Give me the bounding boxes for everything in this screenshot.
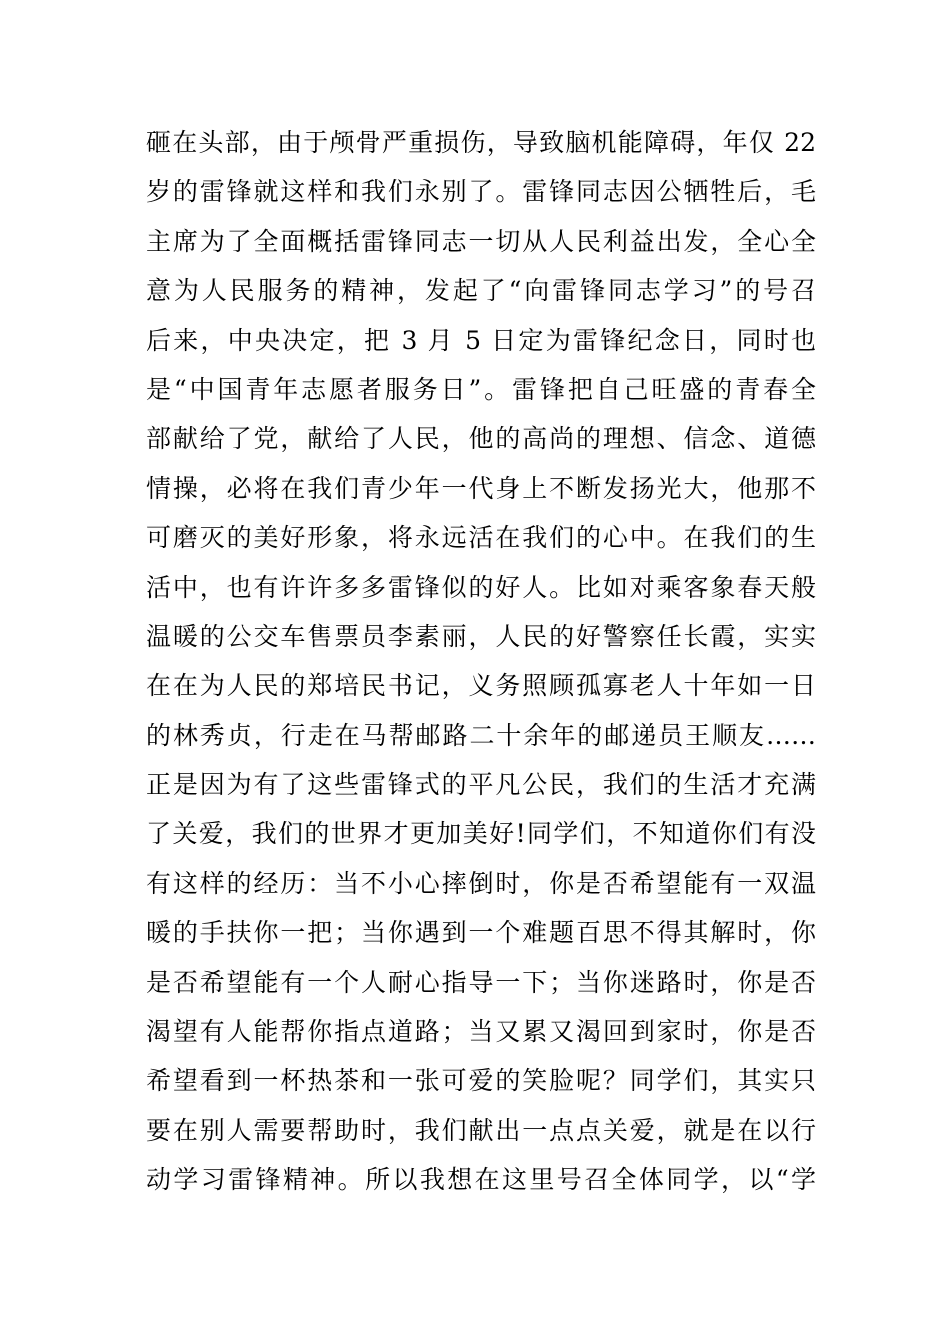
text-line: 可磨灭的美好形象，将永远活在我们的心中。在我们的生 bbox=[146, 523, 816, 553]
text-line: 暖的手扶你一把；当你遇到一个难题百思不得其解时，你 bbox=[146, 918, 816, 948]
body-text bbox=[146, 118, 816, 1205]
text-line: 动学习雷锋精神。所以我想在这里号召全体同学，以“学 bbox=[146, 1165, 816, 1195]
text-line: 渴望有人能帮你指点道路；当又累又渴回到家时，你是否 bbox=[146, 1017, 816, 1047]
text-line: 是“中国青年志愿者服务日”。雷锋把自己旺盛的青春全 bbox=[146, 374, 816, 404]
text-line: 正是因为有了这些雷锋式的平凡公民，我们的生活才充满 bbox=[146, 770, 816, 800]
text-line: 是否希望能有一个人耐心指导一下；当你迷路时，你是否 bbox=[146, 967, 816, 997]
text-line: 砸在头部，由于颅骨严重损伤，导致脑机能障碍，年仅 22 bbox=[146, 128, 816, 157]
text-line: 部献给了党，献给了人民，他的高尚的理想、信念、道德 bbox=[146, 424, 816, 454]
text-line: 情操，必将在我们青少年一代身上不断发扬光大，他那不 bbox=[146, 473, 816, 503]
text-line: 在在为人民的郑培民书记，义务照顾孤寡老人十年如一日 bbox=[146, 671, 816, 701]
text-line: 了关爱，我们的世界才更加美好!同学们，不知道你们有没 bbox=[146, 819, 816, 849]
text-line: 岁的雷锋就这样和我们永别了。雷锋同志因公牺牲后，毛 bbox=[146, 177, 816, 207]
text-line: 要在别人需要帮助时，我们献出一点点关爱，就是在以行 bbox=[146, 1115, 816, 1145]
text-line: 活中，也有许许多多雷锋似的好人。比如对乘客象春天般 bbox=[146, 572, 816, 602]
text-line: 有这样的经历：当不小心摔倒时，你是否希望能有一双温 bbox=[146, 868, 816, 898]
text-line: 希望看到一杯热茶和一张可爱的笑脸呢？同学们，其实只 bbox=[146, 1066, 816, 1096]
text-line: 主席为了全面概括雷锋同志一切从人民利益出发，全心全 bbox=[146, 226, 816, 256]
text-line: 后来，中央决定，把 3 月 5 日定为雷锋纪念日，同时也 bbox=[146, 325, 816, 355]
text-line: 的林秀贞，行走在马帮邮路二十余年的邮递员王顺友…… bbox=[146, 720, 816, 750]
text-line: 意为人民服务的精神，发起了“向雷锋同志学习”的号召 bbox=[146, 276, 816, 306]
text-line: 温暖的公交车售票员李素丽，人民的好警察任长霞，实实 bbox=[146, 621, 816, 651]
